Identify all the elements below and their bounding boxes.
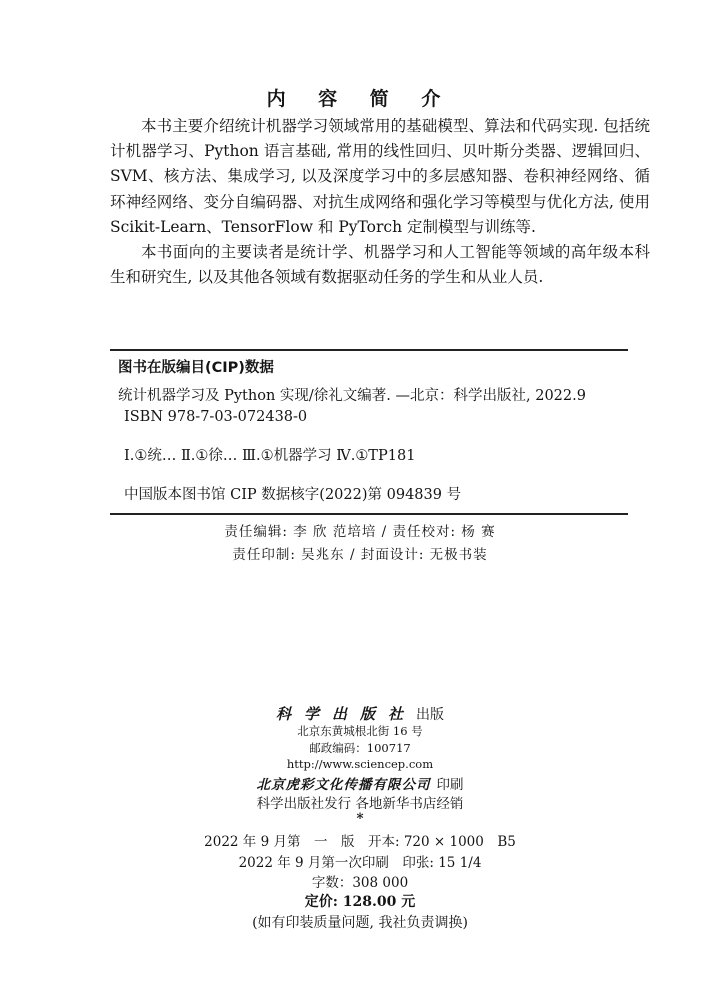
summary-paragraph: 本书主要介绍统计机器学习领域常用的基础模型、算法和代码实现. 包括统计机器学习、Python 语言基础, 常用的线性回归、贝叶斯分类器、逻辑回归、SVM、核方法、集成学习, 以及深度学习中的多层感知器、卷积神经网络、循环神经网络、变分自编码器、对抗生成网络和强化学习等模型与优化方法, 使用 Scikit-Learn、TensorFlow 和 PyTorch 定制模型与训练等. bbox=[110, 117, 650, 236]
distribution-line: 科学出版社发行 各地新华书店经销 bbox=[256, 796, 464, 812]
cip-isbn: ISBN 978-7-03-072438-0 bbox=[124, 409, 308, 425]
printer-line bbox=[0, 773, 720, 793]
publisher-address: 北京东黄城根北街 16 号 bbox=[297, 724, 423, 738]
word-count: 字数：308 000 bbox=[311, 875, 409, 891]
printer-suffix: 印刷 bbox=[436, 777, 464, 793]
cip-classification: Ⅰ.①统… Ⅱ.①徐… Ⅲ.①机器学习 Ⅳ.①TP181 bbox=[124, 448, 416, 464]
publisher-website: http://www.sciencep.com bbox=[286, 757, 434, 771]
printer-logo: 北京虎彩文化传播有限公司 bbox=[256, 777, 431, 793]
quality-note: (如有印装质量问题, 我社负责调换) bbox=[252, 915, 468, 931]
production-credits: 责任印制: 吴兆东 / 封面设计: 无极书装 bbox=[232, 547, 488, 563]
summary-body bbox=[110, 114, 650, 290]
publisher-logo: 科学出版社 bbox=[275, 705, 416, 723]
cip-bottom-rule bbox=[110, 513, 628, 515]
publisher-suffix: 出版 bbox=[416, 707, 444, 723]
cip-catalog-line: 统计机器学习及 Python 实现/徐礼文编著. —北京：科学出版社, 2022.9 bbox=[118, 388, 586, 404]
publisher-line bbox=[0, 703, 720, 724]
cip-top-rule bbox=[110, 349, 628, 351]
publisher-postcode: 邮政编码：100717 bbox=[309, 741, 411, 755]
cip-heading: 图书在版编目(CIP)数据 bbox=[118, 360, 274, 376]
price: 定价: 128.00 元 bbox=[304, 894, 416, 910]
summary-paragraph: 本书面向的主要读者是统计学、机器学习和人工智能等领域的高年级本科生和研究生, 以及其他各领域有数据驱动任务的学生和从业人员. bbox=[110, 243, 650, 287]
printing-line: 2022 年 9 月第一次印刷 印张: 15 1/4 bbox=[238, 855, 482, 871]
cip-verification: 中国版本图书馆 CIP 数据核字(2022)第 094839 号 bbox=[124, 487, 462, 503]
separator-asterisk: * bbox=[356, 811, 364, 827]
edition-line: 2022 年 9 月第 一 版 开本: 720 × 1000 B5 bbox=[204, 834, 516, 850]
summary-title: 内 容 简 介 bbox=[266, 88, 454, 110]
editor-credits: 责任编辑: 李 欣 范培培 / 责任校对: 杨 赛 bbox=[224, 524, 496, 540]
